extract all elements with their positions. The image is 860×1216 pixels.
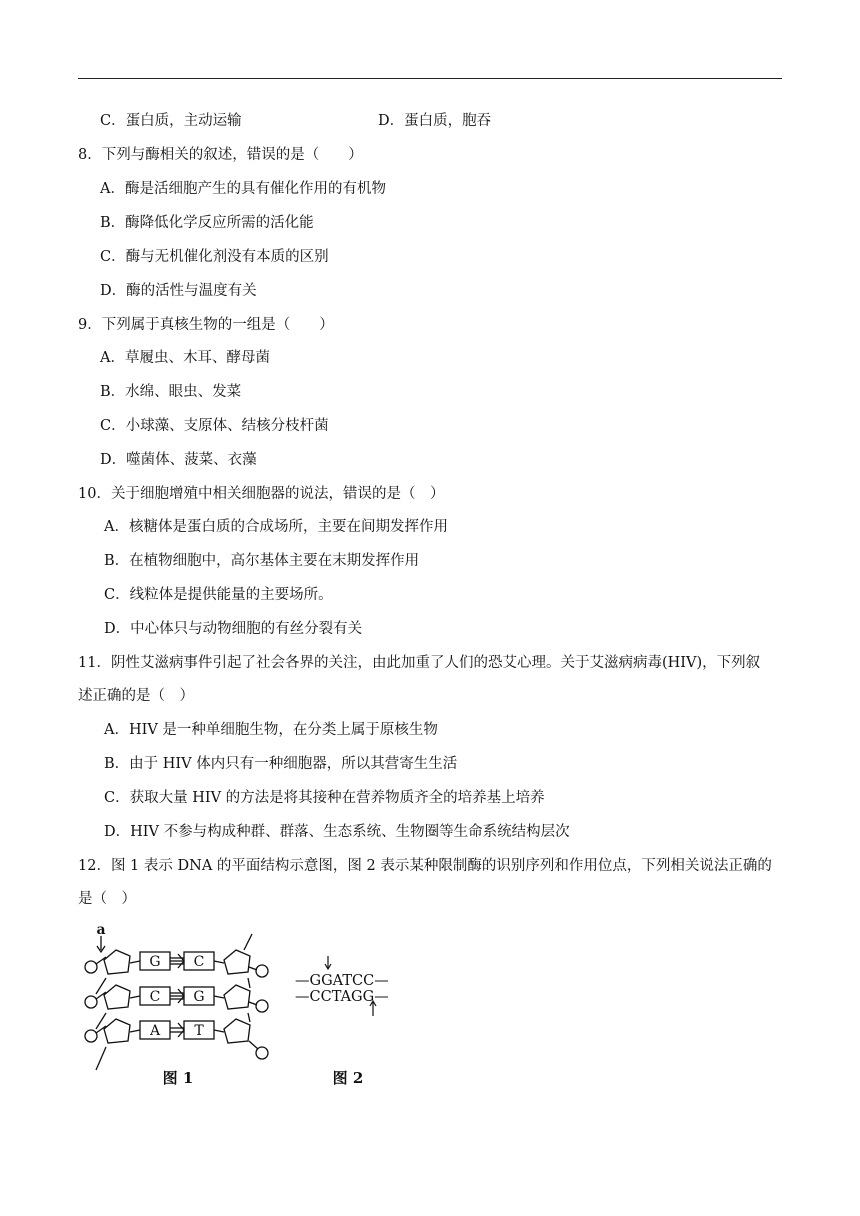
phosphate-right-1 <box>256 965 268 977</box>
base-left-2: C <box>149 989 161 1005</box>
figure1-marker: a <box>96 922 106 938</box>
q7-option-d: D．蛋白质，胞吞 <box>378 113 492 129</box>
phosphate-left-3 <box>85 1030 97 1042</box>
sugar-left-3 <box>104 1019 130 1043</box>
q8-option-c: C．酶与无机催化剂没有本质的区别 <box>100 249 329 265</box>
header-rule <box>78 78 782 79</box>
q9-option-c: C．小球藻、支原体、结核分枝杆菌 <box>100 418 329 434</box>
figure1-label: 图 1 <box>162 1069 194 1087</box>
figure2-label: 图 2 <box>332 1069 364 1087</box>
base-left-3: A <box>149 1023 161 1039</box>
sugar-right-2 <box>224 985 250 1009</box>
q12-stem-line2: 是（ ） <box>78 891 136 907</box>
q11-option-a: A．HIV 是一种单细胞生物，在分类上属于原核生物 <box>104 722 438 738</box>
base-right-2: G <box>193 989 205 1005</box>
q9-option-d: D．噬菌体、菠菜、衣藻 <box>100 452 257 468</box>
q12-stem-line1: 12．图 1 表示 DNA 的平面结构示意图，图 2 表示某种限制酶的识别序列和作用位点，下列相关说法正确的 <box>78 858 772 874</box>
q10-stem: 10．关于细胞增殖中相关细胞器的说法，错误的是（ ） <box>78 486 445 502</box>
q11-stem-line1: 11．阴性艾滋病事件引起了社会各界的关注，由此加重了人们的恐艾心理。关于艾滋病病毒(HIV)，下列叙 <box>78 655 761 671</box>
phosphate-left-2 <box>85 996 97 1008</box>
q8-option-a: A．酶是活细胞产生的具有催化作用的有机物 <box>100 181 386 197</box>
figure2-restriction-site-diagram <box>290 950 420 1090</box>
q11-option-b: B．由于 HIV 体内只有一种细胞器，所以其营寄生生活 <box>104 756 458 772</box>
q11-option-c: C．获取大量 HIV 的方法是将其接种在营养物质齐全的培养基上培养 <box>104 790 545 806</box>
phosphate-left-1 <box>85 961 97 973</box>
q7-option-c: C．蛋白质，主动运输 <box>100 113 242 129</box>
sugar-right-3 <box>224 1019 250 1043</box>
q9-option-b: B．水绵、眼虫、发菜 <box>100 384 242 400</box>
q9-option-a: A．草履虫、木耳、酵母菌 <box>100 350 270 366</box>
figure1-dna-diagram <box>78 922 278 1092</box>
q8-stem: 8．下列与酶相关的叙述，错误的是（ ） <box>78 147 363 163</box>
phosphate-right-2 <box>256 1000 268 1012</box>
q11-stem-line2: 述正确的是（ ） <box>78 688 194 704</box>
sugar-right-1 <box>224 950 250 974</box>
figure2-top-strand: —GGATCC— <box>295 973 389 989</box>
base-right-1: C <box>193 954 205 970</box>
q10-option-d: D．中心体只与动物细胞的有丝分裂有关 <box>104 621 363 637</box>
q9-stem: 9．下列属于真核生物的一组是（ ） <box>78 317 334 333</box>
figure2-bottom-strand: —CCTAGG— <box>295 989 389 1005</box>
q8-option-d: D．酶的活性与温度有关 <box>100 283 257 299</box>
q10-option-c: C．线粒体是提供能量的主要场所。 <box>104 587 333 603</box>
q10-option-a: A．核糖体是蛋白质的合成场所，主要在间期发挥作用 <box>104 519 448 535</box>
q10-option-b: B．在植物细胞中，高尔基体主要在末期发挥作用 <box>104 553 420 569</box>
q8-option-b: B．酶降低化学反应所需的活化能 <box>100 215 314 231</box>
base-left-1: G <box>149 954 161 970</box>
base-right-3: T <box>194 1023 204 1039</box>
q11-option-d: D．HIV 不参与构成种群、群落、生态系统、生物圈等生命系统结构层次 <box>104 824 570 840</box>
sugar-left-1 <box>104 950 130 974</box>
sugar-left-2 <box>104 985 130 1009</box>
